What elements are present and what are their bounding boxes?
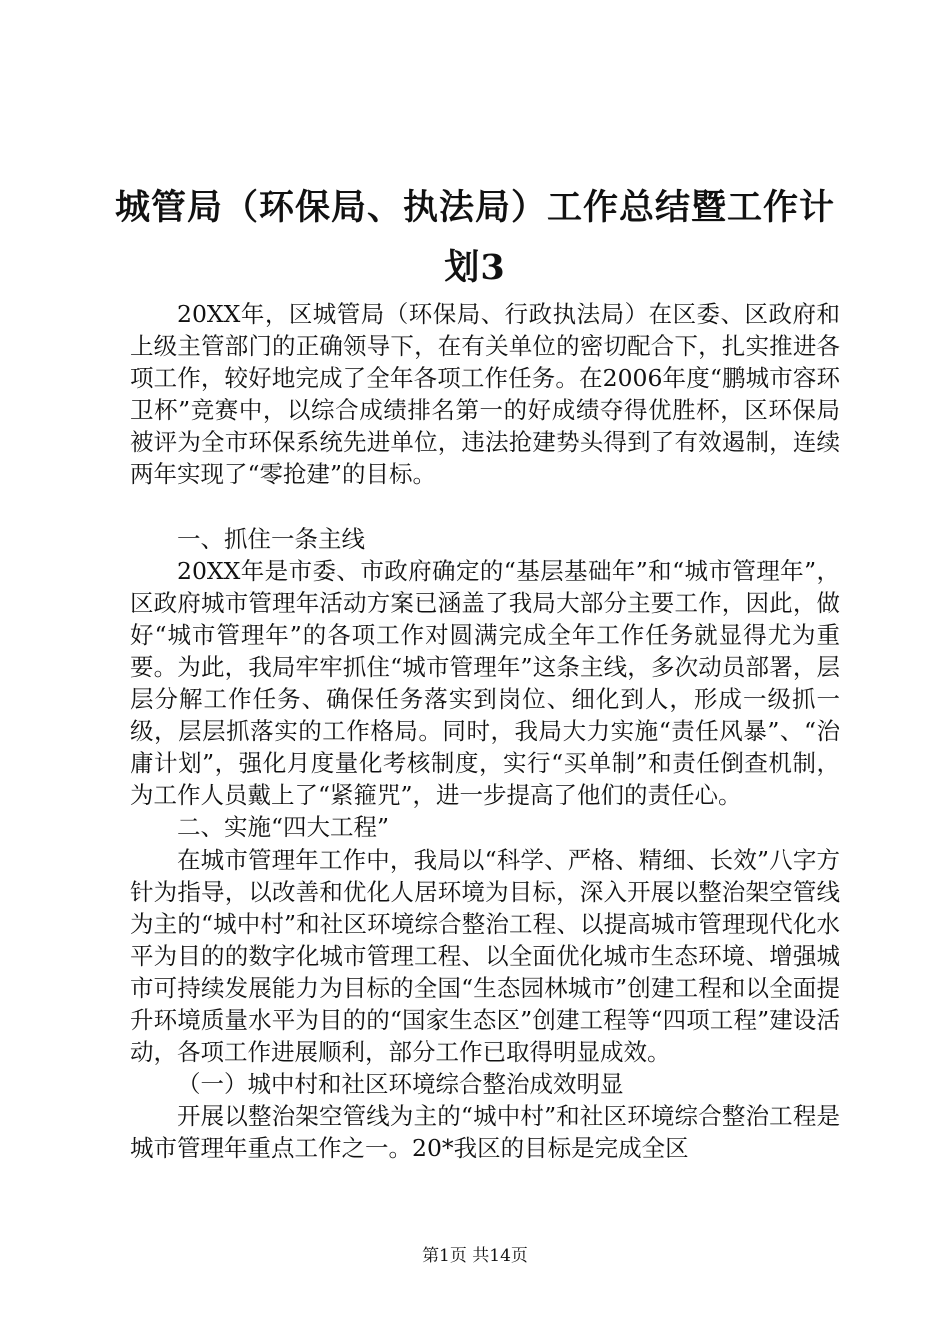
page-footer: 第1页 共14页 bbox=[422, 1246, 528, 1266]
document-title-line-2: 划3 bbox=[444, 247, 506, 288]
document-title-line-1: 城管局（环保局、执法局）工作总结暨工作计 bbox=[114, 187, 835, 228]
section-2-paragraph: 在城市管理年工作中，我局以“科学、严格、精细、长效”八字方针为指导，以改善和优化人居环境为目标，深入开展以整治架空管线为主的“城中村”和社区环境综合整治工程、以提高城市管理现代化水平为目的的数字化城市管理工程、以全面优化城市生态环境、增强城市可持续发展能力为目标的全国“生态园林城市”创建工程和以全面提升环境质量水平为目的的“国家生态区”创建工程等“四项工程”建设活动，各项工作进展顺利，部分工作已取得明显成效。 bbox=[130, 845, 840, 1067]
section-heading-1: 一、抓住一条主线 bbox=[177, 524, 365, 553]
subsection-heading-1: （一）城中村和社区环境综合整治成效明显 bbox=[177, 1070, 624, 1099]
paragraph-spacer bbox=[130, 491, 840, 523]
subsection-1-paragraph: 开展以整治架空管线为主的“城中村”和社区环境综合整治工程是城市管理年重点工作之一。20*我区的目标是完成全区 bbox=[130, 1102, 840, 1163]
document-body bbox=[130, 298, 840, 1164]
intro-paragraph: 20XX年，区城管局（环保局、行政执法局）在区委、区政府和上级主管部门的正确领导下，在有关单位的密切配合下，扎实推进各项工作，较好地完成了全年各项工作任务。在2006年度“鹏城市容环卫杯”竞赛中，以综合成绩排名第一的好成绩夺得优胜杯，区环保局被评为全市环保系统先进单位，违法抢建势头得到了有效遏制，连续两年实现了“零抢建”的目标。 bbox=[130, 300, 840, 489]
section-1-paragraph: 20XX年是市委、市政府确定的“基层基础年”和“城市管理年”，区政府城市管理年活动方案已涵盖了我局大部分主要工作，因此，做好“城市管理年”的各项工作对圆满完成全年工作任务就显得尤为重要。为此，我局牢牢抓住“城市管理年”这条主线，多次动员部署，层层分解工作任务、确保任务落实到岗位、细化到人，形成一级抓一级，层层抓落实的工作格局。同时，我局大力实施“责任风暴”、“治庸计划”，强化月度量化考核制度，实行“买单制”和责任倒查机制，为工作人员戴上了“紧箍咒”，进一步提高了他们的责任心。 bbox=[130, 556, 840, 810]
section-heading-2: 二、实施“四大工程” bbox=[177, 813, 390, 842]
